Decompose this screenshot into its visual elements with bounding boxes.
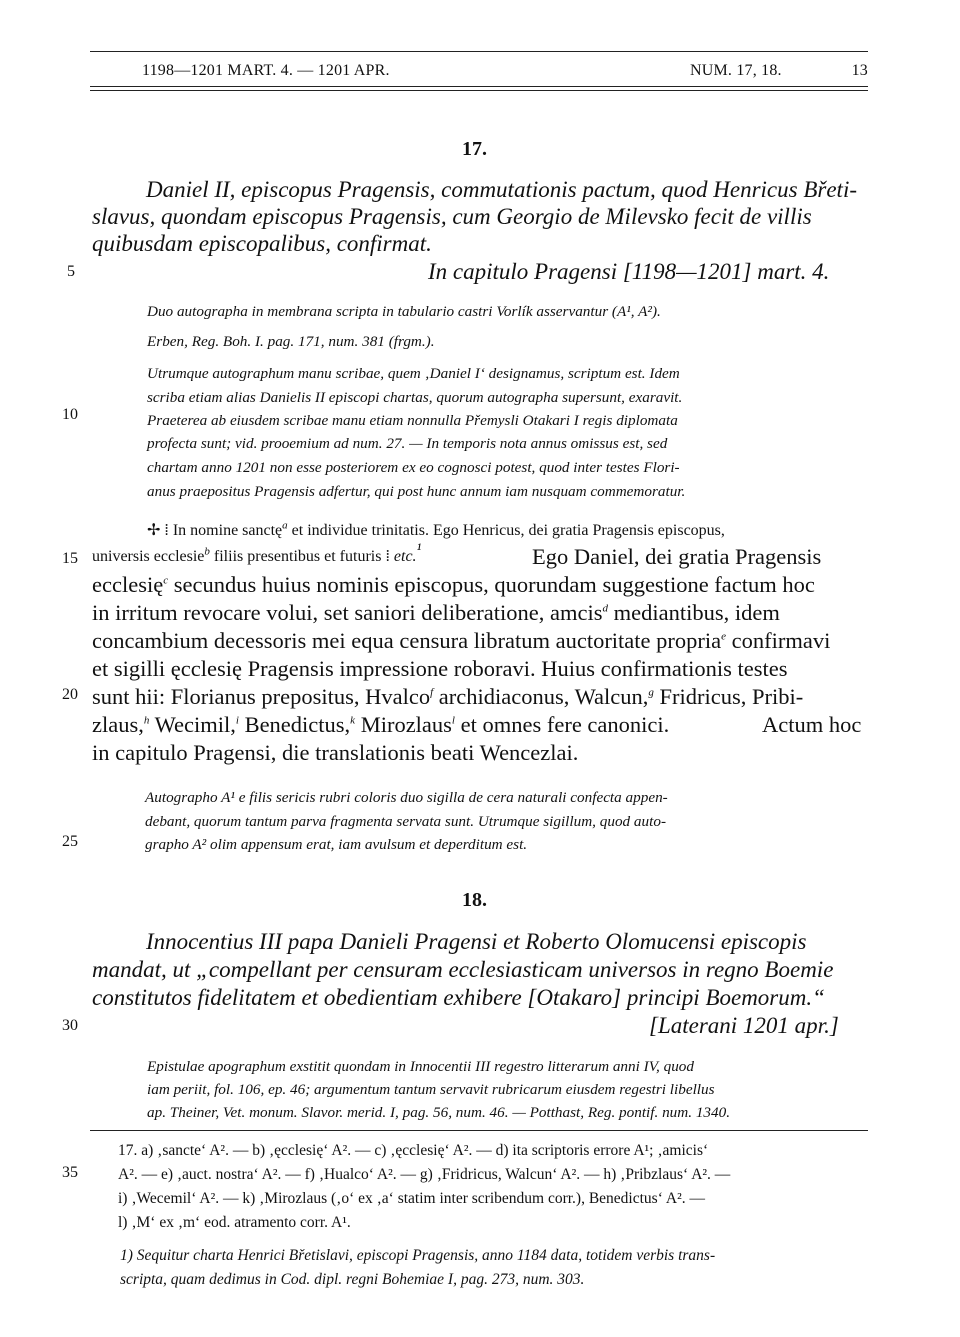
note-line: chartam anno 1201 non esse posteriorem ex eo cognosci potest, quod inter testes Flori- [147, 459, 680, 476]
note-line: debant, quorum tantum parva fragmenta servata sunt. Utrumque sigillum, quod auto- [145, 813, 666, 830]
siglum: l [451, 714, 455, 727]
charter-line: zlaus,$^h$ Wecimil,$^i$ Benedictus,$^k$ Mirozlaus$^l$ et omnes fere canonici. [92, 712, 670, 737]
line-number: 30 [62, 1017, 78, 1034]
doc-17-number: 17. [462, 138, 487, 160]
siglum: g [648, 686, 654, 699]
regest-line: constitutos fidelitatem et obedientiam exhibere [Otakaro] principi Boemorum.“ [92, 985, 825, 1010]
note-line: Praeterea ab eiusdem scribae manu etiam nonnulla Přemysli Otakari I regis diplomata [147, 412, 678, 429]
siglum: a [282, 519, 288, 532]
line-number: 20 [62, 686, 78, 703]
line-number: 35 [62, 1164, 78, 1181]
header-date-range: 1198—1201 MART. 4. — 1201 APR. [142, 62, 390, 79]
regest-line: slavus, quondam episcopus Pragensis, cum Georgio de Milevsko fecit de villis [92, 204, 812, 229]
note-line: profecta sunt; vid. prooemium ad num. 27. — In temporis nota annus omissus est, sed [147, 435, 668, 452]
footnote-line: l) ‚M‘ ex ‚m‘ eod. atramento corr. A¹. [118, 1214, 351, 1231]
charter-line: Ego Daniel, dei gratia Pragensis [532, 544, 822, 569]
siglum: c [163, 574, 169, 587]
siglum: i [235, 714, 239, 727]
charter-line: et sigilli ęcclesię Pragensis impressione roboravi. Huius confirmationis testes [92, 656, 788, 681]
note-line: Utrumque autographum manu scribae, quem ‚Daniel I‘ designamus, scriptum est. Idem [147, 365, 680, 382]
note-line: iam periit, fol. 106, ep. 46; argumentum tantum servavit rubricarum eiusdem regestri libellus [147, 1081, 715, 1098]
note-line: Epistulae apographum exstitit quondam in Innocentii III regestro litterarum anni IV, quod [147, 1058, 694, 1075]
note-line: Erben, Reg. Boh. I. pag. 171, num. 381 (frgm.). [147, 333, 435, 350]
header-rule-top [90, 51, 868, 52]
note-line: ap. Theiner, Vet. monum. Slavor. merid. I, pag. 56, num. 46. — Potthast, Reg. pontif. num. 1340. [147, 1104, 731, 1121]
charter-line: sunt hii: Florianus prepositus, Hvalco$^f$ archidiaconus, Walcun,$^g$ Fridricus, Pribi- [92, 684, 804, 709]
regest-line: quibusdam episcopalibus, confirmat. [92, 231, 432, 256]
regest-line: mandat, ut „compellant per censuram ecclesiasticam universos in regno Boemie [92, 957, 834, 982]
header-rule-bottom [90, 86, 868, 87]
line-number: 10 [62, 406, 78, 423]
note-line: grapho A² olim appensum erat, iam avulsum et deperditum est. [145, 836, 528, 853]
siglum: b [204, 545, 210, 558]
charter-line: ✢ ⁞ In nomine sanctę$^a$ et individue trinitatis. Ego Henricus, dei gratia Pragensis episcopus, [147, 519, 725, 539]
note-line: scriba etiam alias Danielis II episcopi chartas, quorum autographa supersunt, exaravit. [147, 389, 683, 406]
line-number: 5 [67, 263, 75, 280]
regest-line: Innocentius III papa Danieli Pragensi et Roberto Olomucensi episcopis [146, 929, 807, 954]
footnote-line: i) ‚Wecemil‘ A². — k) ‚Mirozlaus (‚o‘ ex ‚a‘ statim inter scribendum corr.), Benedictus‘ A². — [118, 1190, 705, 1207]
siglum: e [721, 630, 727, 643]
charter-line: in irritum revocare volui, set saniori deliberatione, amcis$^d$ mediantibus, idem [92, 600, 780, 625]
charter-line: in capitulo Pragensi, die translationis beati Wencezlai. [92, 740, 579, 765]
footnote-line: scripta, quam dedimus in Cod. dipl. regni Bohemiae I, pag. 273, num. 303. [120, 1271, 585, 1288]
line-number: 15 [62, 550, 78, 567]
note-line: Duo autographa in membrana scripta in tabulario castri Vorlík asservantur (A¹, A²). [147, 303, 661, 320]
footnote-line: 1) Sequitur charta Henrici Břetislavi, episcopi Pragensis, anno 1184 data, totidem verbis trans- [120, 1247, 716, 1264]
page-number: 13 [851, 62, 868, 79]
note-line: anus praepositus Pragensis adfertur, qui post hunc annum iam nusquam commemoratur. [147, 483, 686, 500]
siglum: k [350, 714, 356, 727]
doc-17-dating: In capitulo Pragensi [1198—1201] mart. 4. [428, 259, 830, 284]
running-header [90, 62, 868, 84]
siglum: d [602, 602, 608, 615]
regest-line: Daniel II, episcopus Pragensis, commutationis pactum, quod Henricus Břeti- [146, 177, 857, 202]
siglum: h [143, 714, 150, 727]
doc-18-dating: [Laterani 1201 apr.] [649, 1013, 839, 1038]
charter-line: Actum hoc [762, 712, 862, 737]
charter-line: concambium decessoris mei equa censura libratum auctoritate propria$^e$ confirmavi [92, 628, 831, 653]
charter-line: universis ecclesie$^b$ filiis presentibus et futuris ⁞ etc.$^{^1}$ [92, 541, 422, 565]
doc-18-number: 18. [462, 889, 487, 911]
siglum: f [430, 686, 434, 699]
footnote-line: A². — e) ‚auct. nostra‘ A². — f) ‚Hualco‘ A². — g) ‚Fridricus, Walcun‘ A². — h) ‚Pribzlaus‘ A². — [118, 1166, 731, 1183]
line-number: 25 [62, 833, 78, 850]
footnote-separator [90, 1130, 868, 1131]
charter-line: ecclesię$^c$ secundus huius nominis episcopus, quorundam suggestione factum hoc [92, 572, 815, 597]
footnote-line: 17. a) ‚sancte‘ A². — b) ‚ęcclesię‘ A². — c) ‚ęcclesię‘ A². — d) ita scriptoris errore A¹; ‚amicis‘ [118, 1142, 709, 1159]
header-doc-numbers: NUM. 17, 18. [690, 62, 782, 79]
note-line: Autographo A¹ e filis sericis rubri coloris duo sigilla de cera naturali confecta appen- [145, 789, 668, 806]
header-rule-bottom-thin [90, 90, 868, 91]
